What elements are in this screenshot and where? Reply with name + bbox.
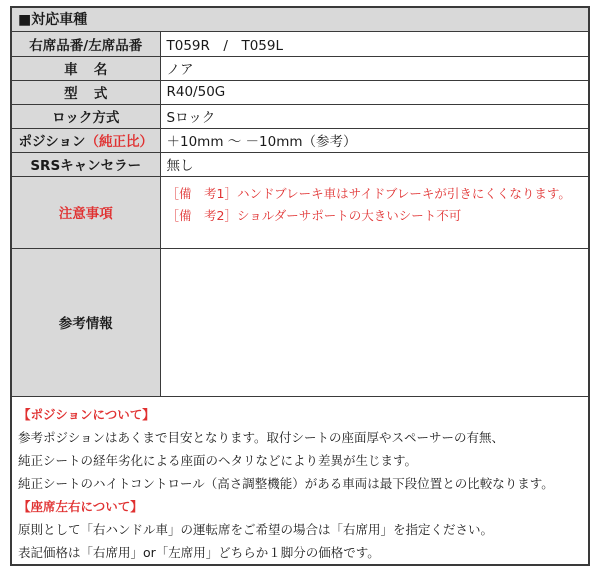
table-row — [12, 104, 588, 128]
part-number-value: T059R / T059L — [160, 32, 588, 56]
position-note-2: 純正シートの経年劣化による座面のヘタリなどにより差異が生じます。 — [18, 453, 418, 468]
caution-label: 注意事項 — [12, 176, 160, 248]
position-note-3: 純正シートのハイトコントロール（高さ調整機能）がある車両は最下段位置との比較なります。 — [18, 476, 554, 491]
table-row — [12, 80, 588, 104]
lock-type-value: Sロック — [160, 104, 588, 128]
reference-value — [160, 248, 588, 396]
position-label: ポジション（純正比） — [12, 128, 160, 152]
table-row — [12, 32, 588, 56]
seat-note-2: 表記価格は「右席用」or「左席用」どちらか１脚分の価格です。 — [18, 545, 380, 560]
position-value: ＋10mm ～ －10mm（参考） — [160, 128, 588, 152]
position-note-1: 参考ポジションはあくまで目安となります。取付シートの座面厚やスペーサーの有無、 — [18, 430, 504, 445]
reference-label: 参考情報 — [12, 248, 160, 396]
lock-type-label: ロック方式 — [12, 104, 160, 128]
spec-table — [12, 32, 588, 397]
table-row — [12, 152, 588, 176]
position-label-note: （純正比） — [85, 134, 153, 150]
part-number-label: 右席品番/左席品番 — [12, 32, 160, 56]
position-heading: 【ポジションについて】 — [18, 407, 155, 422]
caution-value — [160, 176, 588, 248]
notes-section — [12, 403, 588, 564]
table-row — [12, 56, 588, 80]
caution-note-1: ［備 考1］ハンドブレーキ車はサイドブレーキが引きにくくなります。 — [166, 185, 571, 201]
srs-label: SRSキャンセラー — [12, 152, 160, 176]
table-row — [12, 128, 588, 152]
seat-note-1: 原則として「右ハンドル車」の運転席をご希望の場合は「右席用」を指定ください。 — [18, 522, 494, 537]
car-name-value: ノア — [160, 56, 588, 80]
seat-heading: 【座席左右について】 — [18, 499, 143, 514]
table-row — [12, 176, 588, 248]
panel-title: ■対応車種 — [12, 8, 588, 32]
model-label: 型式 — [12, 80, 160, 104]
caution-note-2: ［備 考2］ショルダーサポートの大きいシート不可 — [166, 207, 462, 223]
car-name-label: 車名 — [12, 56, 160, 80]
srs-value: 無し — [160, 152, 588, 176]
compatibility-panel — [10, 6, 590, 566]
table-row — [12, 248, 588, 396]
model-value: R40/50G — [160, 80, 588, 104]
